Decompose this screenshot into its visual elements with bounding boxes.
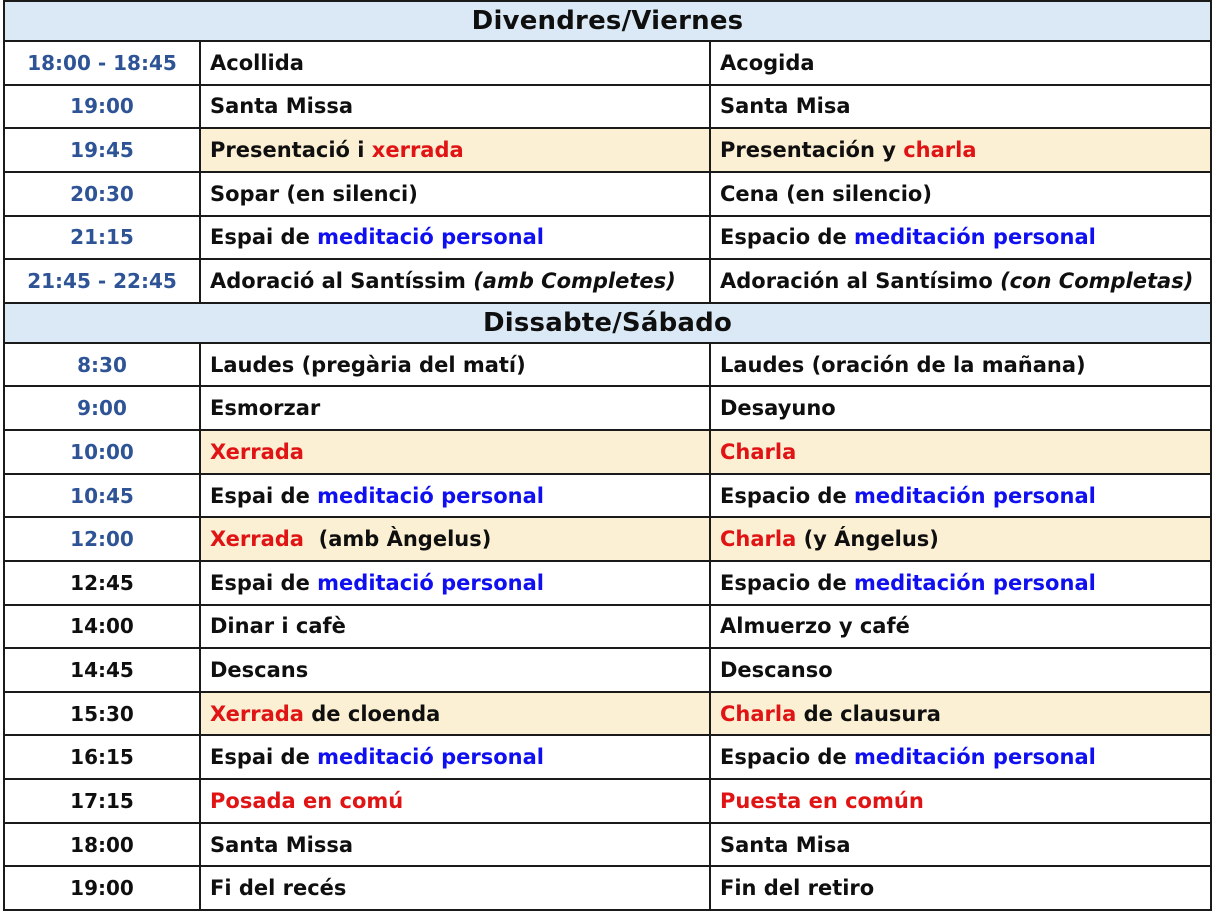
activity-text-segment: meditación personal (854, 570, 1096, 595)
activity-text-segment: meditació personal (317, 745, 544, 770)
day-header-row (4, 1, 1211, 41)
activity-text-segment: Presentación y (720, 138, 904, 163)
activity-catalan (200, 474, 710, 518)
activity-text-segment: de cloenda (303, 701, 441, 726)
schedule-row (4, 343, 1211, 387)
activity-spanish (710, 85, 1211, 129)
activity-text-segment: Santa Missa (210, 832, 354, 857)
activity-text-segment: Esmorzar (210, 396, 321, 421)
activity-text-segment: Espai de (210, 570, 318, 595)
activity-catalan (200, 692, 710, 736)
activity-spanish (710, 386, 1211, 430)
activity-catalan (200, 823, 710, 867)
activity-text-segment: charla (903, 138, 977, 163)
schedule-row (4, 517, 1211, 561)
time-cell: 10:00 (4, 430, 200, 474)
activity-text-segment: Santa Missa (210, 94, 354, 119)
activity-spanish (710, 216, 1211, 260)
activity-spanish (710, 259, 1211, 303)
schedule-row (4, 216, 1211, 260)
schedule-row (4, 85, 1211, 129)
activity-text-segment: meditació personal (317, 225, 544, 250)
activity-text-segment: Xerrada (210, 701, 304, 726)
time-cell: 16:15 (4, 735, 200, 779)
activity-text-segment: Almuerzo y café (720, 614, 910, 639)
activity-text-segment: Charla (720, 527, 797, 552)
activity-spanish (710, 648, 1211, 692)
activity-text-segment: Presentació i (210, 138, 372, 163)
schedule-table (3, 0, 1212, 911)
activity-text-segment: (y Ángelus) (796, 527, 939, 552)
activity-text-segment: meditació personal (317, 483, 544, 508)
activity-text-segment: Sopar (en silenci) (210, 181, 418, 206)
activity-spanish (710, 779, 1211, 823)
schedule-row (4, 259, 1211, 303)
activity-spanish (710, 823, 1211, 867)
day-header-row (4, 303, 1211, 343)
schedule-row (4, 561, 1211, 605)
time-cell: 19:00 (4, 866, 200, 910)
time-cell: 19:00 (4, 85, 200, 129)
activity-catalan (200, 866, 710, 910)
activity-text-segment: Santa Misa (720, 832, 851, 857)
activity-text-segment: Charla (720, 439, 797, 464)
time-cell: 10:45 (4, 474, 200, 518)
activity-text-segment: Descans (210, 658, 309, 682)
activity-text-segment: (amb Completes) (473, 268, 676, 293)
activity-catalan (200, 561, 710, 605)
activity-catalan (200, 41, 710, 85)
time-cell: 12:00 (4, 517, 200, 561)
activity-spanish (710, 41, 1211, 85)
time-cell: 21:45 - 22:45 (4, 259, 200, 303)
activity-catalan (200, 259, 710, 303)
activity-text-segment: Santa Misa (720, 94, 851, 119)
activity-text-segment: Laudes (pregària del matí) (210, 352, 526, 377)
activity-catalan (200, 386, 710, 430)
activity-text-segment: (amb Àngelus) (311, 527, 492, 552)
schedule-row (4, 41, 1211, 85)
activity-text-segment: de clausura (796, 701, 941, 726)
activity-catalan (200, 216, 710, 260)
schedule-row (4, 866, 1211, 910)
activity-spanish (710, 172, 1211, 216)
activity-spanish (710, 517, 1211, 561)
activity-text-segment: Posada en comú (210, 788, 404, 813)
activity-text-segment: Fin del retiro (720, 876, 875, 901)
activity-text-segment: Espacio de (720, 570, 855, 595)
schedule-row (4, 172, 1211, 216)
activity-text-segment: Dinar i cafè (210, 614, 346, 639)
activity-text-segment: meditación personal (854, 483, 1096, 508)
activity-text-segment: Adoració al Santíssim (210, 268, 474, 293)
time-cell: 15:30 (4, 692, 200, 736)
activity-text-segment: meditación personal (854, 225, 1096, 250)
activity-catalan (200, 605, 710, 649)
day-header: Divendres/Viernes (4, 1, 1211, 41)
activity-catalan (200, 430, 710, 474)
schedule-row (4, 430, 1211, 474)
schedule-row (4, 692, 1211, 736)
time-cell: 8:30 (4, 343, 200, 387)
activity-text-segment: Espai de (210, 225, 318, 250)
schedule-row (4, 605, 1211, 649)
time-cell: 12:45 (4, 561, 200, 605)
activity-text-segment: Acogida (720, 50, 815, 75)
activity-spanish (710, 474, 1211, 518)
time-cell: 18:00 (4, 823, 200, 867)
activity-spanish (710, 128, 1211, 172)
activity-text-segment: Laudes (oración de la mañana) (720, 352, 1086, 377)
activity-catalan (200, 648, 710, 692)
schedule-row (4, 648, 1211, 692)
activity-text-segment: Puesta en común (720, 788, 924, 813)
activity-text-segment: Descanso (720, 658, 833, 682)
activity-catalan (200, 128, 710, 172)
activity-text-segment: Desayuno (720, 396, 836, 421)
schedule-row (4, 735, 1211, 779)
activity-spanish (710, 343, 1211, 387)
schedule-row (4, 386, 1211, 430)
schedule-row (4, 474, 1211, 518)
activity-spanish (710, 561, 1211, 605)
day-header: Dissabte/Sábado (4, 303, 1211, 343)
time-cell: 19:45 (4, 128, 200, 172)
activity-text-segment: Acollida (210, 50, 304, 75)
activity-spanish (710, 735, 1211, 779)
activity-text-segment: Fi del recés (210, 876, 347, 901)
activity-text-segment: Cena (en silencio) (720, 181, 932, 206)
time-cell: 14:45 (4, 648, 200, 692)
time-cell: 20:30 (4, 172, 200, 216)
time-cell: 9:00 (4, 386, 200, 430)
activity-text-segment: meditació personal (317, 570, 544, 595)
activity-text-segment: Xerrada (210, 439, 304, 464)
activity-spanish (710, 866, 1211, 910)
activity-catalan (200, 735, 710, 779)
activity-spanish (710, 605, 1211, 649)
activity-spanish (710, 692, 1211, 736)
activity-text-segment: Espacio de (720, 483, 855, 508)
schedule-row (4, 823, 1211, 867)
time-cell: 17:15 (4, 779, 200, 823)
schedule-row (4, 779, 1211, 823)
activity-text-segment: Charla (720, 701, 797, 726)
activity-catalan (200, 343, 710, 387)
activity-catalan (200, 85, 710, 129)
activity-text-segment: Xerrada (210, 527, 312, 552)
activity-text-segment: xerrada (371, 138, 464, 163)
time-cell: 14:00 (4, 605, 200, 649)
activity-text-segment: meditación personal (854, 745, 1096, 770)
time-cell: 18:00 - 18:45 (4, 41, 200, 85)
activity-text-segment: (con Completas) (1000, 268, 1194, 293)
activity-spanish (710, 430, 1211, 474)
activity-catalan (200, 172, 710, 216)
activity-catalan (200, 517, 710, 561)
time-cell: 21:15 (4, 216, 200, 260)
activity-text-segment: Espai de (210, 483, 318, 508)
activity-text-segment: Espacio de (720, 745, 855, 770)
schedule-row (4, 128, 1211, 172)
schedule-body (4, 1, 1211, 910)
activity-catalan (200, 779, 710, 823)
activity-text-segment: Adoración al Santísimo (720, 268, 1001, 293)
activity-text-segment: Espai de (210, 745, 318, 770)
activity-text-segment: Espacio de (720, 225, 855, 250)
